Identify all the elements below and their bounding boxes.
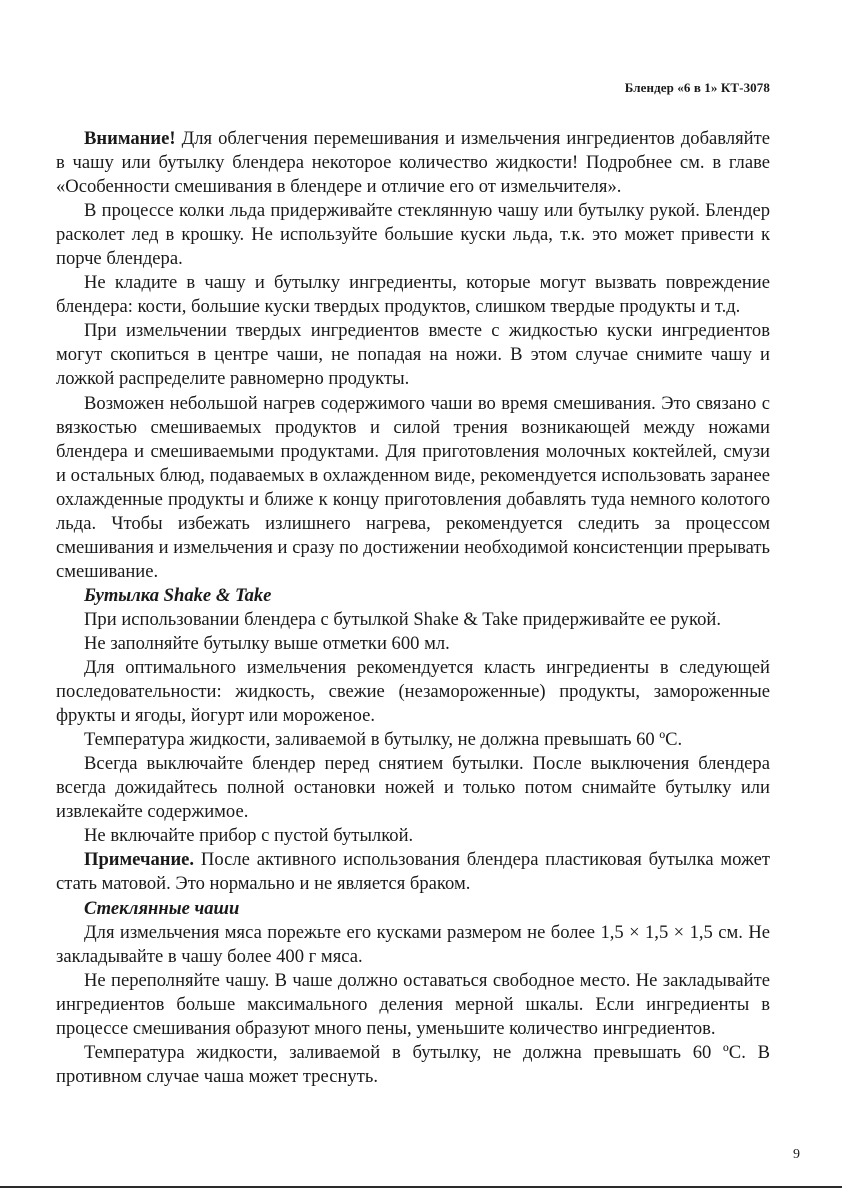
paragraph-text: Для облегчения перемешивания и измельчения ингредиентов добавляйте в чашу или бутылку блендера некоторое количество жидкости! Подробнее см. в главе «Особенности смешивания в блендере и отличие его от измельчителя». — [56, 128, 770, 198]
paragraph: Для оптимального измельчения рекомендуется класть ингредиенты в следующей последовательности: жидкость, свежие (незамороженные) продукты, замороженные фрукты и ягоды, йогурт или мороженое. — [56, 657, 770, 727]
paragraph: Не кладите в чашу и бутылку ингредиенты, которые могут вызвать повреждение блендера: кости, большие куски твердых продуктов, слишком твердые продукты и т.д. — [56, 272, 770, 318]
paragraph: Всегда выключайте блендер перед снятием бутылки. После выключения блендера всегда дожидайтесь полной остановки ножей и только потом снимайте бутылку или извлекайте содержимое. — [56, 753, 770, 823]
paragraph-note — [56, 848, 770, 896]
running-header: Блендер «6 в 1» КТ-3078 — [624, 80, 770, 95]
bottom-rule — [0, 1186, 842, 1188]
paragraph-text: После активного использования блендера пластиковая бутылка может стать матовой. Это нормально и не является браком. — [56, 849, 770, 895]
paragraph: Не заполняйте бутылку выше отметки 600 мл. — [84, 632, 450, 654]
paragraph: При использовании блендера с бутылкой Shake & Take придерживайте ее рукой. — [84, 608, 721, 630]
paragraph: Для измельчения мяса порежьте его кусками размером не более 1,5 × 1,5 × 1,5 см. Не закладывайте в чашу более 400 г мяса. — [56, 921, 770, 967]
paragraph: Не переполняйте чашу. В чаше должно оставаться свободное место. Не закладывайте ингредиентов больше максимального деления мерной шкалы. Если ингредиенты в процессе смешивания образуют много пены, уменьшите количество ингредиентов. — [56, 969, 770, 1039]
paragraph-attention — [56, 127, 770, 199]
section-heading-glass-bowls: Стеклянные чаши — [84, 897, 240, 919]
paragraph: Температура жидкости, заливаемой в бутылку, не должна превышать 60 ºС. — [84, 729, 683, 751]
document-body — [56, 127, 770, 1089]
paragraph: Не включайте прибор с пустой бутылкой. — [84, 825, 414, 847]
paragraph: Температура жидкости, заливаемой в бутылку, не должна превышать 60 ºС. В противном случае чаша может треснуть. — [56, 1041, 770, 1087]
paragraph: В процессе колки льда придерживайте стеклянную чашу или бутылку рукой. Блендер расколет лед в крошку. Не используйте большие куски льда, т.к. это может привести к порче блендера. — [56, 200, 770, 270]
paragraph: Возможен небольшой нагрев содержимого чаши во время смешивания. Это связано с вязкостью смешиваемых продуктов и силой трения возникающей между ножами блендера и смешиваемыми продуктами. Для приготовления молочных коктейлей, смузи и остальных блюд, подаваемых в охлажденном виде, рекомендуется использовать заранее охлажденные продукты и ближе к концу приготовления добавлять туда немного колотого льда. Чтобы избежать излишнего нагрева, рекомендуется следить за процессом смешивания и измельчения и сразу по достижении необходимой консистенции прерывать смешивание. — [56, 392, 770, 582]
note-lead: Примечание. — [84, 849, 195, 871]
attention-lead: Внимание! — [84, 128, 176, 149]
section-heading-shake-and-take: Бутылка Shake & Take — [84, 584, 272, 606]
paragraph: При измельчении твердых ингредиентов вместе с жидкостью куски ингредиентов могут скопиться в центре чаши, не попадая на ножи. В этом случае снимите чашу и ложкой распределите равномерно продукты. — [56, 320, 770, 390]
page-number: 9 — [793, 1147, 800, 1162]
